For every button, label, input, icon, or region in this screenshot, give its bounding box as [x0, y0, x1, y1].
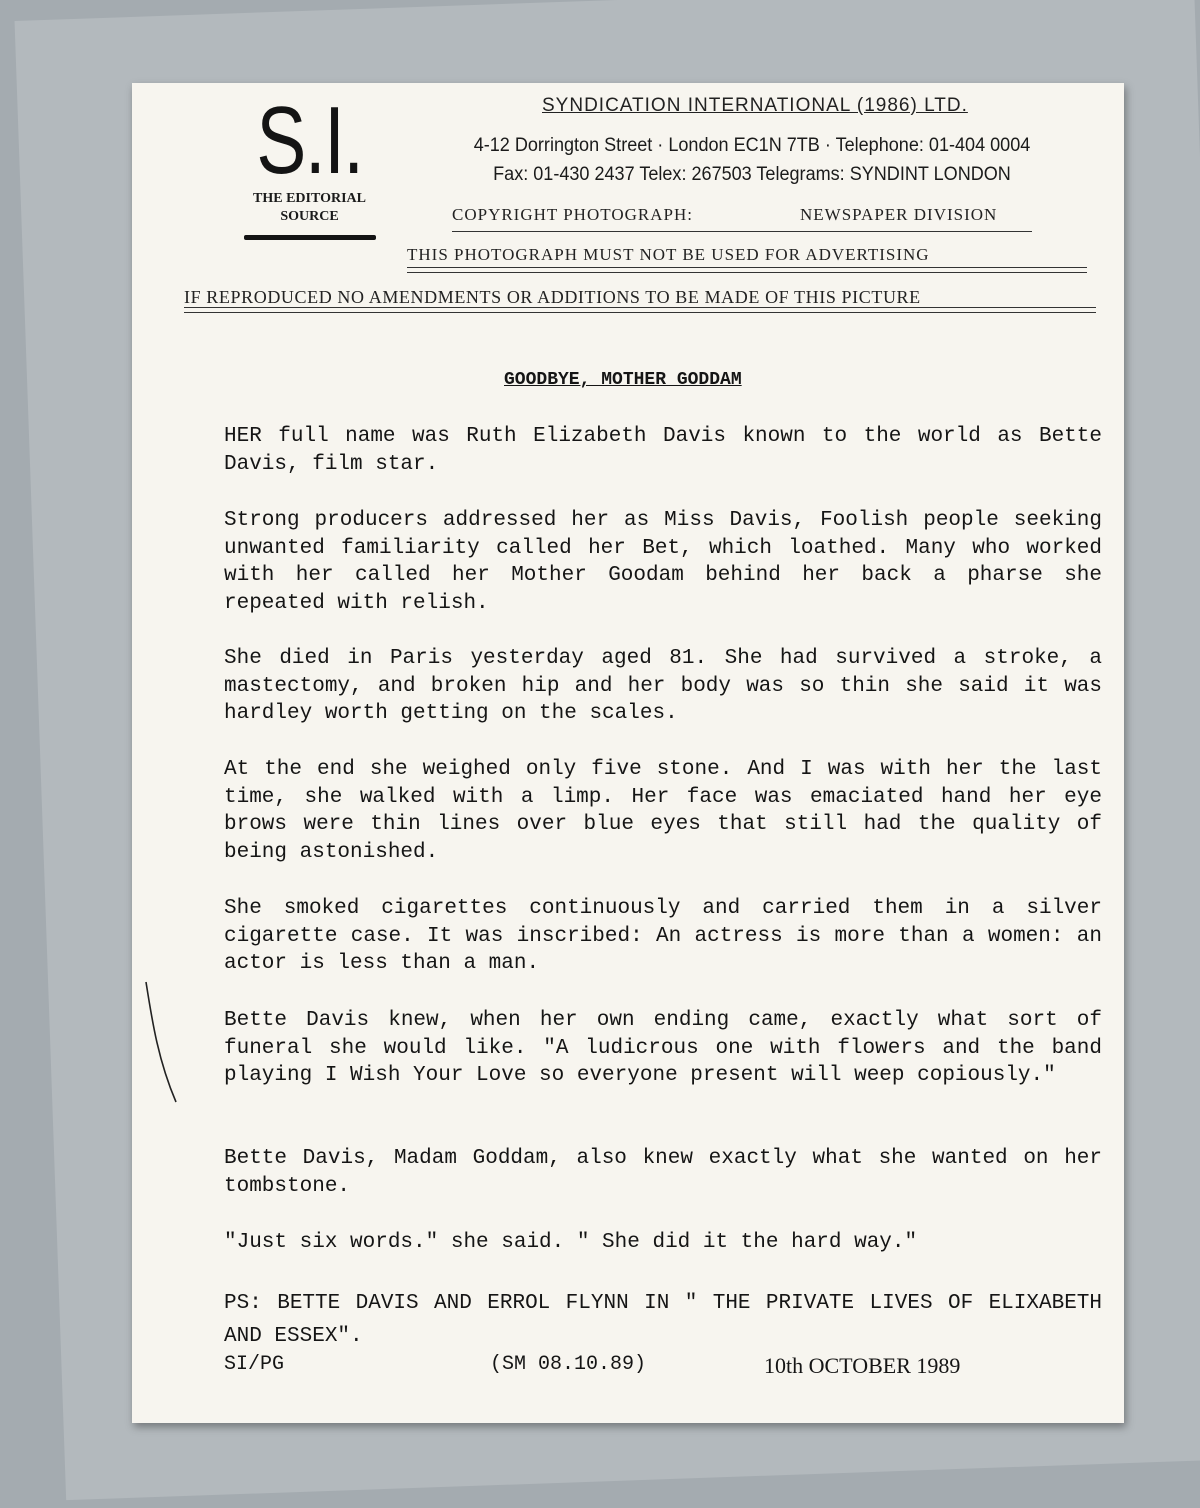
- company-name: SYNDICATION INTERNATIONAL (1986) LTD.: [542, 95, 968, 116]
- paragraph-3: She died in Paris yesterday aged 81. She had survived a stroke, a mastectomy, and broken hip and her body was so thin she said it was hardley worth getting on the scales.: [224, 647, 1102, 725]
- paragraph-8: "Just six words." she said. " She did it the hard way.": [224, 1231, 918, 1254]
- logo-subtitle-line2: SOURCE: [280, 209, 339, 224]
- advertising-notice: THIS PHOTOGRAPH MUST NOT BE USED FOR ADVERTISING: [407, 245, 930, 264]
- logo-rule: [244, 235, 376, 240]
- paragraph-7: Bette Davis, Madam Goddam, also knew exactly what she wanted on her tombstone.: [224, 1147, 1102, 1198]
- copyright-rule: [452, 231, 1032, 236]
- contact-line: Fax: 01-430 2437 Telex: 267503 Telegrams: SYNDINT LONDON: [493, 164, 1011, 185]
- footer-code: (SM 08.10.89): [490, 1353, 647, 1376]
- footer-ref: SI/PG: [224, 1353, 285, 1376]
- copyright-label: COPYRIGHT PHOTOGRAPH:: [452, 205, 693, 224]
- si-logo: [237, 87, 382, 248]
- footer-date: 10th OCTOBER 1989: [764, 1353, 961, 1378]
- paragraph-6: Bette Davis knew, when her own ending came, exactly what sort of funeral she would like. "A ludicrous one with flowers and the band playing I Wish Your Love so everyone present will weep copiously.": [224, 1009, 1102, 1087]
- logo-subtitle-line1: THE EDITORIAL: [253, 191, 366, 206]
- logo-mark: S.I.: [256, 87, 363, 194]
- paragraph-2: Strong producers addressed her as Miss Davis, Foolish people seeking unwanted familiarity called her Bet, which loathed. Many who worked with her called her Mother Goodam behind her back a pharse she repeated with relish.: [224, 509, 1102, 615]
- amendment-rule: [184, 307, 1096, 313]
- paragraph-5: She smoked cigarettes continuously and carried them in a silver cigarette case. It was inscribed: An actress is more than a women: an actor is less than a man.: [224, 897, 1102, 975]
- margin-pen-mark: [142, 980, 182, 1110]
- company-address: [439, 131, 1066, 189]
- paragraph-4: At the end she weighed only five stone. And I was with her the last time, she walked with a limp. Her face was emaciated hand her eye brows were thin lines over blue eyes that still had the quality of being astonished.: [224, 758, 1102, 864]
- document-sheet: [132, 83, 1124, 1423]
- paragraph-1: HER full name was Ruth Elizabeth Davis known to the world as Bette Davis, film star.: [224, 425, 1102, 476]
- address-line: 4-12 Dorrington Street · London EC1N 7TB · Telephone: 01-404 0004: [473, 135, 1031, 156]
- division-label: NEWSPAPER DIVISION: [800, 205, 998, 224]
- article-title: GOODBYE, MOTHER GODDAM: [504, 370, 742, 390]
- paragraph-9: PS: BETTE DAVIS AND ERROL FLYNN IN " THE PRIVATE LIVES OF ELIXABETH AND ESSEX".: [224, 1292, 1102, 1348]
- advertising-rule: [407, 267, 1087, 273]
- amendment-notice: IF REPRODUCED NO AMENDMENTS OR ADDITIONS TO BE MADE OF THIS PICTURE: [184, 287, 921, 307]
